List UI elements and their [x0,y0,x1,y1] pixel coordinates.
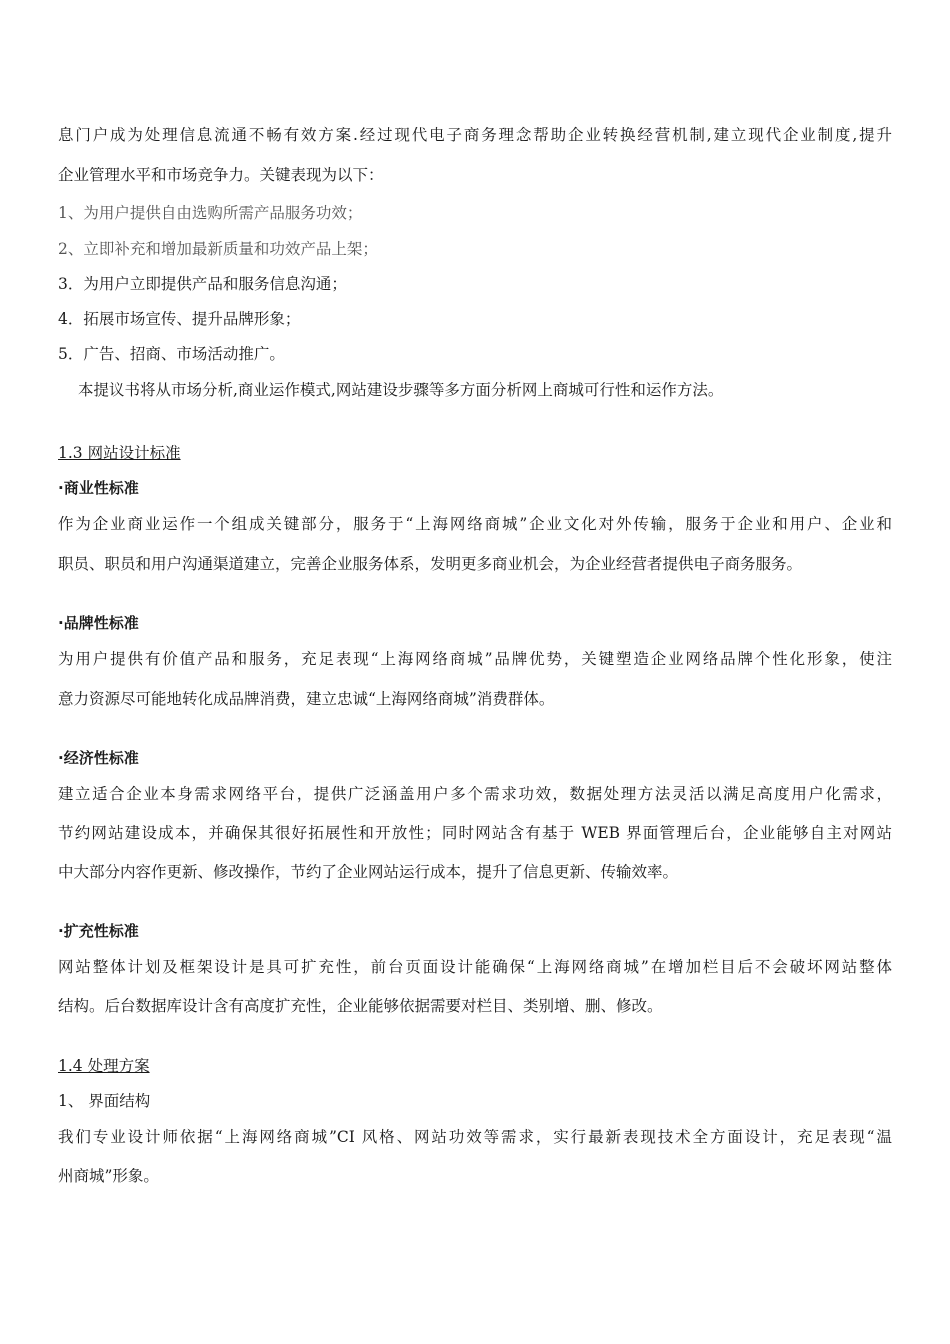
commercial-heading: ·商业性标准 [58,479,139,497]
list-item: 2、立即补充和增加最新质量和功效产品上架； [58,240,378,258]
interface-line-1: 我们专业设计师依据“上海网络商城”CI 风格、网站功效等需求，实行最新表现技术全方面设计，充足表现“温 [58,1128,892,1146]
expand-line-2: 结构。后台数据库设计含有高度扩充性，企业能够依据需要对栏目、类别增、删、修改。 [58,997,663,1015]
expand-heading: ·扩充性标准 [58,922,139,940]
intro-paragraph-line-1: 息门户成为处理信息流通不畅有效方案.经过现代电子商务理念帮助企业转换经营机制,建立现代企业制度,提升 [58,126,892,144]
list-item: 5．广告、招商、市场活动推广。 [58,345,285,363]
interface-line-2: 州商城”形象。 [58,1167,159,1185]
section-1-4-title: 1.4 处理方案 [58,1057,150,1075]
list-item: 1、为用户提供自由选购所需产品服务功效； [58,204,363,222]
brand-line-1: 为用户提供有价值产品和服务，充足表现“上海网络商城”品牌优势，关键塑造企业网络品牌个性化形象，使注 [58,650,892,668]
list-item: 3．为用户立即提供产品和服务信息沟通； [58,275,347,293]
interface-structure-heading: 1、 界面结构 [58,1092,151,1110]
commercial-line-2: 职员、职员和用户沟通渠道建立，完善企业服务体系，发明更多商业机会，为企业经营者提供电子商务服务。 [58,555,803,573]
economy-heading: ·经济性标准 [58,749,139,767]
intro-summary: 本提议书将从市场分析,商业运作模式,网站建设步骤等多方面分析网上商城可行性和运作方法。 [78,381,724,399]
section-1-3-title: 1.3 网站设计标准 [58,444,181,462]
economy-line-3: 中大部分内容作更新、修改操作，节约了企业网站运行成本，提升了信息更新、传输效率。 [58,863,679,881]
list-item: 4．拓展市场宣传、提升品牌形象； [58,310,301,328]
brand-heading: ·品牌性标准 [58,614,139,632]
economy-line-1: 建立适合企业本身需求网络平台，提供广泛涵盖用户多个需求功效，数据处理方法灵活以满足高度用户化需求， [58,785,892,803]
expand-line-1: 网站整体计划及框架设计是具可扩充性，前台页面设计能确保“上海网络商城”在增加栏目后不会破坏网站整体 [58,958,892,976]
commercial-line-1: 作为企业商业运作一个组成关键部分，服务于“上海网络商城”企业文化对外传输，服务于企业和用户、企业和 [58,515,892,533]
brand-line-2: 意力资源尽可能地转化成品牌消费，建立忠诚“上海网络商城”消费群体。 [58,690,555,708]
intro-paragraph-line-2: 企业管理水平和市场竞争力。关键表现为以下： [58,166,384,184]
economy-line-2: 节约网站建设成本，并确保其很好拓展性和开放性；同时网站含有基于 WEB 界面管理后台，企业能够自主对网站 [58,824,892,842]
